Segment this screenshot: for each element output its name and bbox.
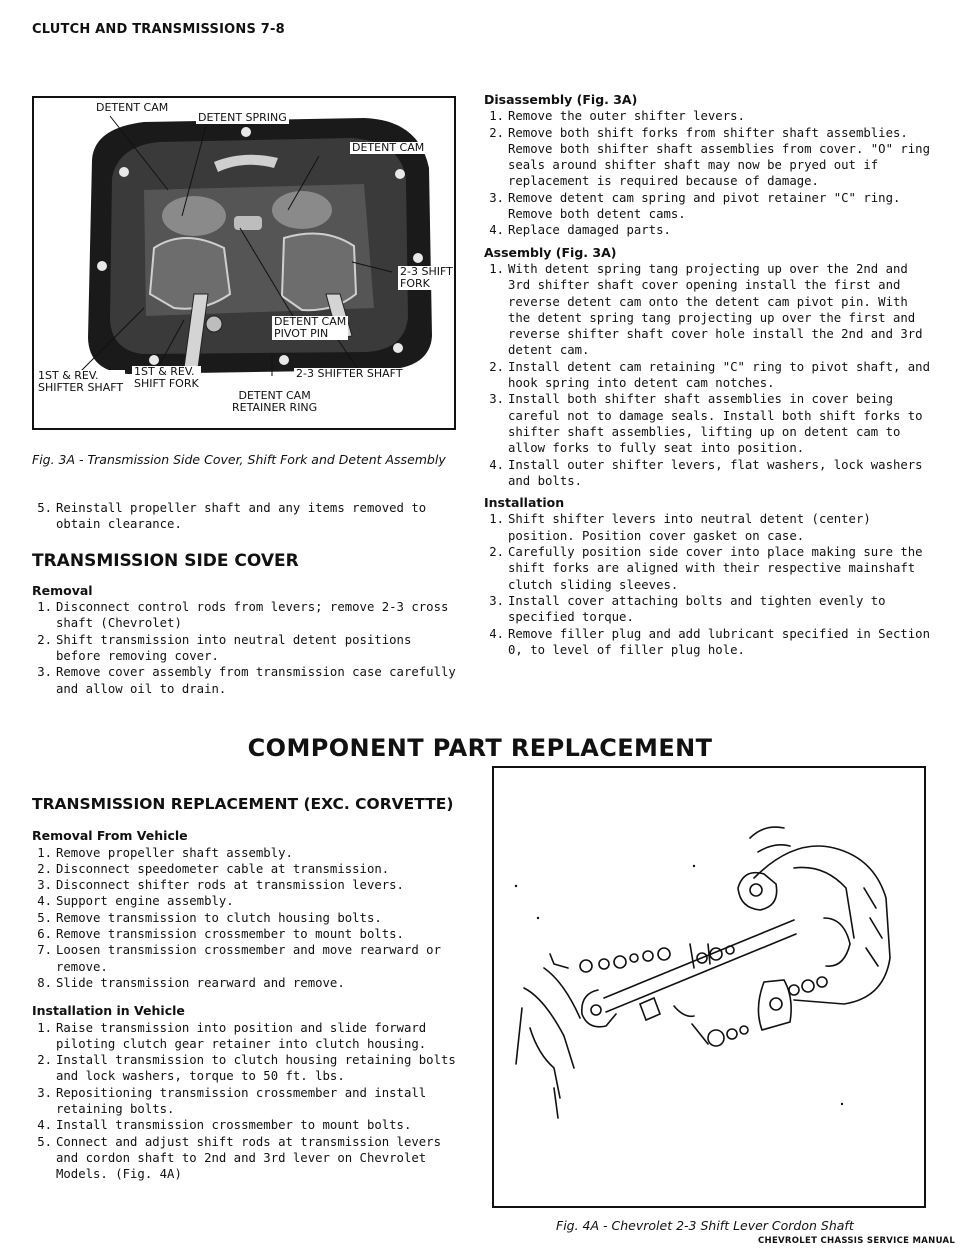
- figure-4a: [492, 766, 926, 1208]
- label-detent-cam-right: DETENT CAM: [352, 141, 425, 154]
- label-detent-cam-top: DETENT CAM: [96, 101, 169, 114]
- list-item: 2. Remove both shift forks from shifter shaft assemblies. Remove both shifter shaft assemblies from cover. "O" ring seals around shifter shaft may now be pryed out if replacement is required because of damage.: [489, 125, 930, 189]
- list-item: 4. Remove filler plug and add lubricant specified in Section 0, to level of filler plug hole.: [489, 626, 930, 657]
- list-item: 3. Remove detent cam spring and pivot retainer "C" ring. Remove both detent cams.: [489, 190, 901, 222]
- figure-3a-caption: Fig. 3A - Transmission Side Cover, Shift Fork and Detent Assembly: [32, 452, 446, 467]
- label-detent-cam-pivot-pin: DETENT CAM PIVOT PIN: [274, 315, 347, 340]
- figure-3a: [32, 96, 456, 430]
- list-item: 8. Slide transmission rearward and remove.: [37, 975, 345, 990]
- list-item: 2. Carefully position side cover into place making sure the shift forks are aligned with their respective mainshaft clutch sliding sleeves.: [489, 545, 923, 592]
- running-head: CLUTCH AND TRANSMISSIONS 7-8: [32, 22, 285, 37]
- label-1st-rev-shifter-shaft: 1ST & REV. SHIFTER SHAFT: [38, 369, 124, 394]
- list-item: 4. Support engine assembly.: [37, 894, 234, 909]
- list-item: 1. Disconnect control rods from levers; remove 2-3 cross shaft (Chevrolet): [37, 600, 449, 631]
- section-title-side-cover: TRANSMISSION SIDE COVER: [32, 550, 299, 571]
- list-item: 4. Replace damaged parts.: [489, 223, 671, 238]
- list-item: 1. With detent spring tang projecting up over the 2nd and 3rd shifter shaft cover opening install the first and reverse detent cam onto the detent cam pivot pin. With the detent spring tang projecting up over the first and reverse shifter shaft cover hole install the 2nd and 3rd detent cam.: [489, 261, 923, 358]
- list-item: 2. Install transmission to clutch housing retaining bolts and lock washers, torque to 50 ft. lbs.: [37, 1053, 456, 1084]
- subhead-disassembly: Disassembly (Fig. 3A): [484, 92, 638, 107]
- subhead-removal: Removal: [32, 582, 93, 598]
- list-item: 1. Raise transmission into position and slide forward piloting clutch gear retainer into clutch housing.: [37, 1020, 427, 1051]
- subhead-assembly: Assembly (Fig. 3A): [484, 244, 617, 260]
- list-item: 4. Install transmission crossmember to mount bolts.: [37, 1118, 412, 1133]
- list-item: 5. Remove transmission to clutch housing bolts.: [37, 910, 382, 925]
- list-item: 4. Install outer shifter levers, flat washers, lock washers and bolts.: [489, 457, 923, 488]
- subhead-installation-in-vehicle: Installation in Vehicle: [32, 1003, 185, 1019]
- list-item: 1. Shift shifter levers into neutral detent (center) position. Position cover gasket on case.: [489, 512, 871, 543]
- continued-steps: [32, 500, 456, 533]
- right-column: [484, 92, 930, 658]
- list-item: 3. Install both shifter shaft assemblies in cover being careful not to damage seals. Install both shift forks to shifter shaft assemblies, lifting up on detent cam to allow forks to fully seat into position.: [489, 392, 923, 456]
- lower-left-column: [32, 796, 460, 1183]
- footer: CHEVROLET CHASSIS SERVICE MANUAL: [758, 1236, 956, 1246]
- installation-steps: [484, 511, 930, 658]
- list-item: 2. Disconnect speedometer cable at transmission.: [37, 861, 390, 876]
- label-1st-rev-shift-fork: 1ST & REV. SHIFT FORK: [134, 365, 199, 390]
- list-item: 3. Disconnect shifter rods at transmission levers.: [37, 878, 404, 893]
- list-item: 3. Remove cover assembly from transmission case carefully and allow oil to drain.: [37, 665, 456, 696]
- installation-in-vehicle-steps: [32, 1020, 460, 1183]
- list-item: 3. Repositioning transmission crossmember and install retaining bolts.: [37, 1085, 427, 1117]
- left-column: [32, 500, 456, 697]
- subhead-removal-from-vehicle: Removal From Vehicle: [32, 828, 188, 844]
- section-title-transmission-replacement: TRANSMISSION REPLACEMENT (EXC. CORVETTE): [32, 795, 454, 813]
- label-detent-spring: DETENT SPRING: [198, 111, 287, 124]
- list-item: 1. Remove the outer shifter levers.: [489, 109, 745, 124]
- list-item: 1. Remove propeller shaft assembly.: [37, 845, 293, 860]
- list-item: 7. Loosen transmission crossmember and move rearward or remove.: [37, 943, 441, 974]
- list-item: 6. Remove transmission crossmember to mount bolts.: [37, 927, 404, 942]
- list-item: 3. Install cover attaching bolts and tighten evenly to specified torque.: [489, 593, 886, 625]
- disassembly-steps: [484, 108, 930, 238]
- assembly-steps: [484, 261, 930, 489]
- label-2-3-shift-fork: 2-3 SHIFT FORK: [400, 265, 453, 290]
- label-2-3-shifter-shaft: 2-3 SHIFTER SHAFT: [296, 367, 403, 380]
- subhead-installation: Installation: [484, 495, 565, 511]
- list-item: 2. Shift transmission into neutral detent positions before removing cover.: [37, 632, 412, 664]
- removal-steps: [32, 599, 456, 697]
- section-banner: COMPONENT PART REPLACEMENT: [247, 734, 713, 762]
- label-detent-cam-retainer-ring: DETENT CAM RETAINER RING: [232, 389, 318, 414]
- figure-4a-caption: Fig. 4A - Chevrolet 2-3 Shift Lever Cordon Shaft: [556, 1218, 854, 1233]
- cordon-shaft-illustration: [494, 768, 924, 1206]
- list-item: 2. Install detent cam retaining "C" ring to pivot shaft, and hook spring into detent cam notches.: [489, 359, 930, 391]
- removal-from-vehicle-steps: [32, 845, 460, 992]
- list-item: 5. Reinstall propeller shaft and any items removed to obtain clearance.: [37, 501, 427, 532]
- list-item: 5. Connect and adjust shift rods at transmission levers and cordon shaft to 2nd and 3rd lever on Chevrolet Models. (Fig. 4A): [37, 1134, 441, 1182]
